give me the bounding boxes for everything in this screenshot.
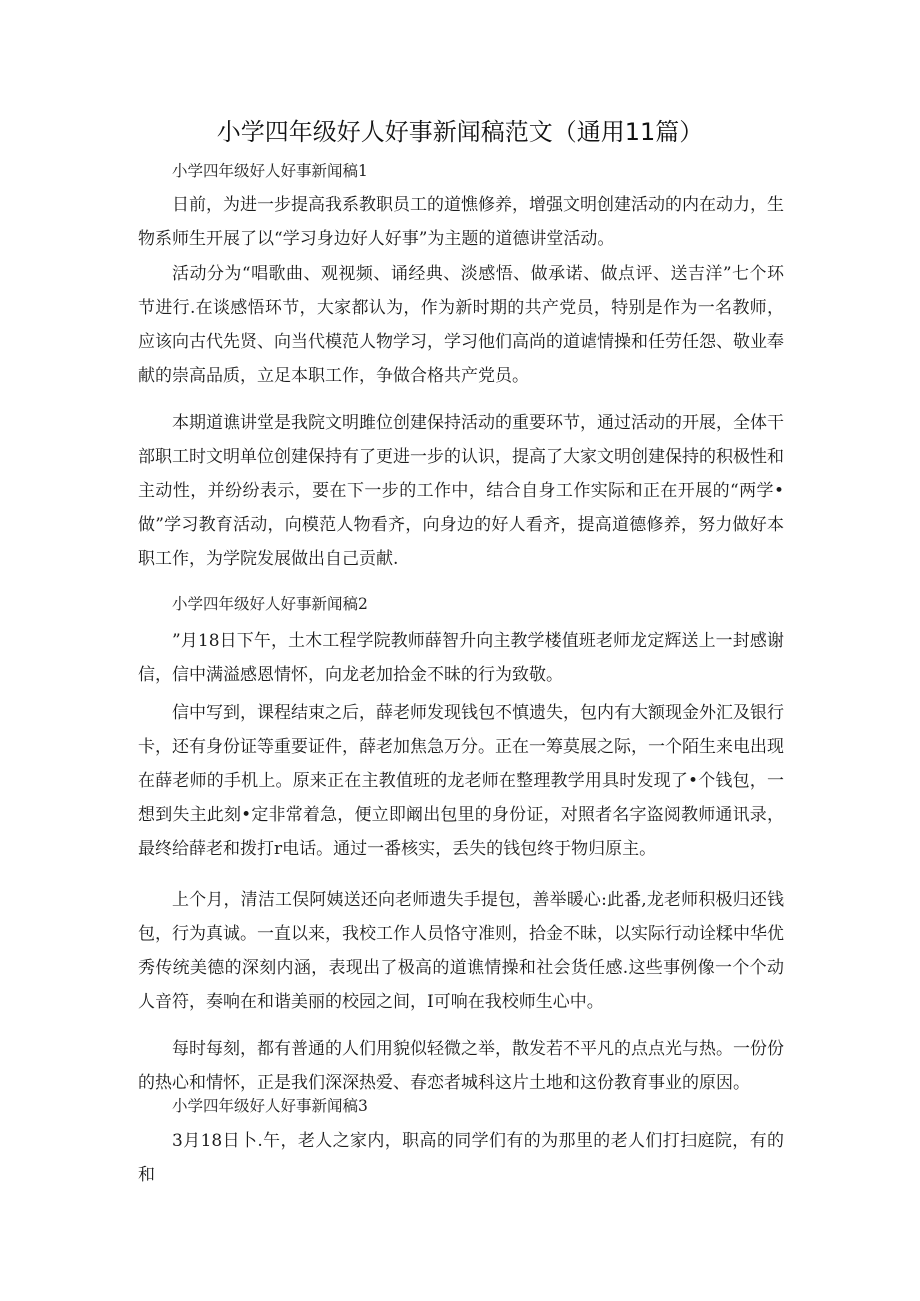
paragraph-2-1: ”月18日下午，土木工程学院教师薛智升向主教学楼值班老师龙定辉送上一封感谢信，信中满溢感恩情怀，向龙老加拾金不昧的行为致敬。	[138, 631, 784, 685]
section-heading-1: 小学四年级好人好事新闻稿1	[172, 162, 368, 180]
paragraph-2-3: 上个月，清洁工俣阿姨送还向老师遗失手提包，善举暖心:此番,龙老师积极归还钱包，行为真诚。一直以来，我校工作人员恪守准则，拾金不昧，以实际行动诠糅中华优秀传统美德的深刻内涵，表现出了极高的道谯情操和社会货任感.这些事例像一个个动人音符，奏响在和谐美丽的校园之间，I可响在我校师生心中。	[138, 890, 784, 1012]
paragraph-1-2: 活动分为“唱歌曲、观视频、诵经典、淡感悟、做承诺、做点评、送吉洋”七个环节进行.在谈感悟环节，大家都认为，作为新时期的共产党员，特别是作为一名教师，应该向古代先贤、向当代模范人物学习，学习他们高尚的道谑情操和任劳任怨、敬业奉献的崇高品质，立足本职工作，争做合格共产党员。	[138, 264, 784, 386]
paragraph-3-1: 3月18日卜.午，老人之家内，职高的同学们有的为那里的老人们打扫庭院，有的和	[138, 1131, 784, 1185]
section-heading-2: 小学四年级好人好事新闻稿2	[172, 595, 368, 613]
paragraph-1-3: 本期道谯讲堂是我院文明雎位创建保持活动的重要环节，通过活动的开展，全体干部职工时文明单位创建保持有了更进一步的认识，提高了大家文明创建保持的积极性和主动性，并纷纷表示，要在下一步的工作中，结合自身工作实际和正在开展的“两学•做”学习教育活动，向模范人物看齐，向身边的好人看齐，提高道德修养，努力做好本职工作，为学院发展做出自己贡献.	[138, 413, 784, 569]
paragraph-2-4: 每时每刻，都有普通的人们用貌似轻微之举，散发若不平凡的点点光与热。一份份的热心和情怀，正是我们深深热爱、春恋者城科这片土地和这份教育事业的原因。	[138, 1039, 784, 1093]
section-heading-3: 小学四年级好人好事新闻稿3	[172, 1097, 368, 1115]
paragraph-1-1: 日前，为进一步提高我系教职员工的道憔修养，增强文明创建活动的内在动力，生物系师生开展了以“学习身边好人好事”为主题的道德讲堂活动。	[138, 195, 784, 249]
document-title: 小学四年级好人好事新闻稿范文（通用11篇）	[216, 118, 704, 146]
paragraph-2-2: 信中写到，课程结束之后，薛老师发现钱包不慎遗失，包内有大额现金外汇及银行卡，还有身份证等重要证件，薛老加焦急万分。正在一筹莫展之际，一个陌生来电出现在薛老师的手机上。原来正在主教值班的龙老师在整理教学用具时发现了•个钱包，一想到失主此刻•定非常着急，便立即阚出包里的身份证，对照者名字盗阅教师通讯录，最终给薛老和拨打r电话。通过一番核实，丢失的钱包终于物归原主。	[138, 703, 784, 859]
